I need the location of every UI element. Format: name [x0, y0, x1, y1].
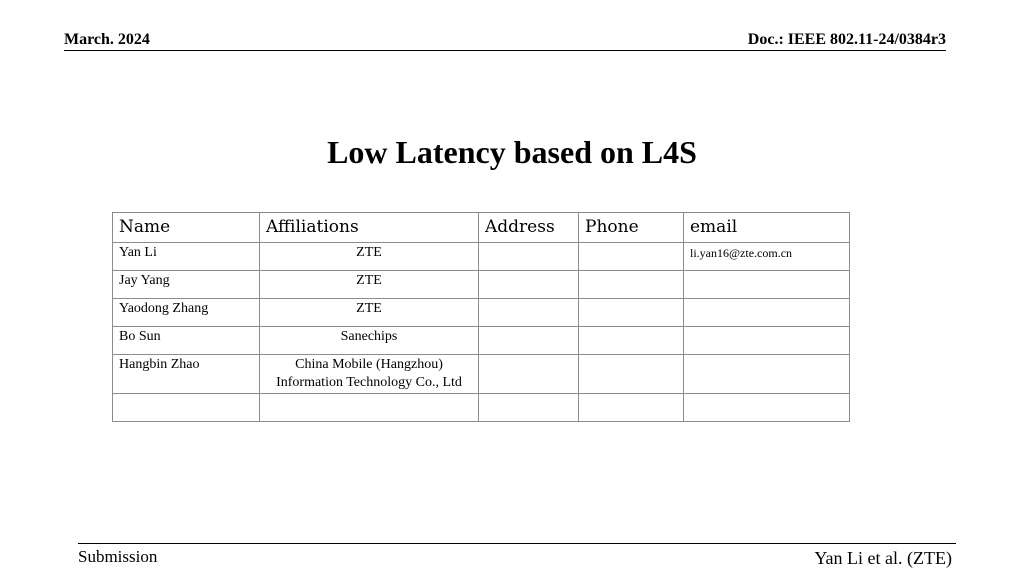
cell-address [479, 271, 579, 299]
table-row [113, 299, 850, 327]
table-header-row [113, 213, 850, 243]
cell-affiliation: Sanechips [260, 327, 479, 355]
footer-divider [78, 543, 956, 544]
table-row [113, 394, 850, 422]
slide-title: Low Latency based on L4S [327, 134, 697, 170]
cell-affiliation [260, 394, 479, 422]
cell-phone [579, 243, 684, 271]
cell-affiliation: ZTE [260, 299, 479, 327]
authors-table [112, 212, 850, 422]
table-row [113, 355, 850, 394]
cell-email [684, 299, 850, 327]
cell-name: Bo Sun [113, 327, 260, 355]
cell-email: li.yan16@zte.com.cn [684, 243, 850, 271]
column-header-affiliations: Affiliations [260, 213, 479, 243]
cell-email [684, 394, 850, 422]
cell-email [684, 271, 850, 299]
cell-email [684, 355, 850, 394]
table-row [113, 243, 850, 271]
cell-affiliation-line2: Information Technology Co., Ltd [276, 375, 462, 390]
cell-address [479, 299, 579, 327]
cell-name: Yan Li [113, 243, 260, 271]
cell-name: Jay Yang [113, 271, 260, 299]
cell-name: Hangbin Zhao [113, 355, 260, 394]
column-header-name: Name [113, 213, 260, 243]
cell-email [684, 327, 850, 355]
table-row [113, 271, 850, 299]
table-row [113, 327, 850, 355]
footer-submission: Submission [78, 547, 158, 566]
cell-address [479, 394, 579, 422]
cell-phone [579, 271, 684, 299]
header-doc-id: Doc.: IEEE 802.11-24/0384r3 [747, 31, 946, 48]
cell-affiliation: ZTE [260, 243, 479, 271]
footer-authors: Yan Li et al. (ZTE) [814, 548, 952, 568]
cell-name: Yaodong Zhang [113, 299, 260, 327]
cell-phone [579, 355, 684, 394]
cell-phone [579, 299, 684, 327]
header-divider [64, 50, 946, 51]
cell-affiliation-line1: China Mobile (Hangzhou) [295, 357, 443, 372]
cell-address [479, 243, 579, 271]
header-date: March. 2024 [64, 31, 150, 48]
cell-name [113, 394, 260, 422]
cell-address [479, 355, 579, 394]
cell-phone [579, 327, 684, 355]
cell-phone [579, 394, 684, 422]
column-header-phone: Phone [579, 213, 684, 243]
cell-affiliation: ZTE [260, 271, 479, 299]
column-header-address: Address [479, 213, 579, 243]
cell-affiliation [260, 355, 479, 394]
column-header-email: email [684, 213, 850, 243]
cell-address [479, 327, 579, 355]
